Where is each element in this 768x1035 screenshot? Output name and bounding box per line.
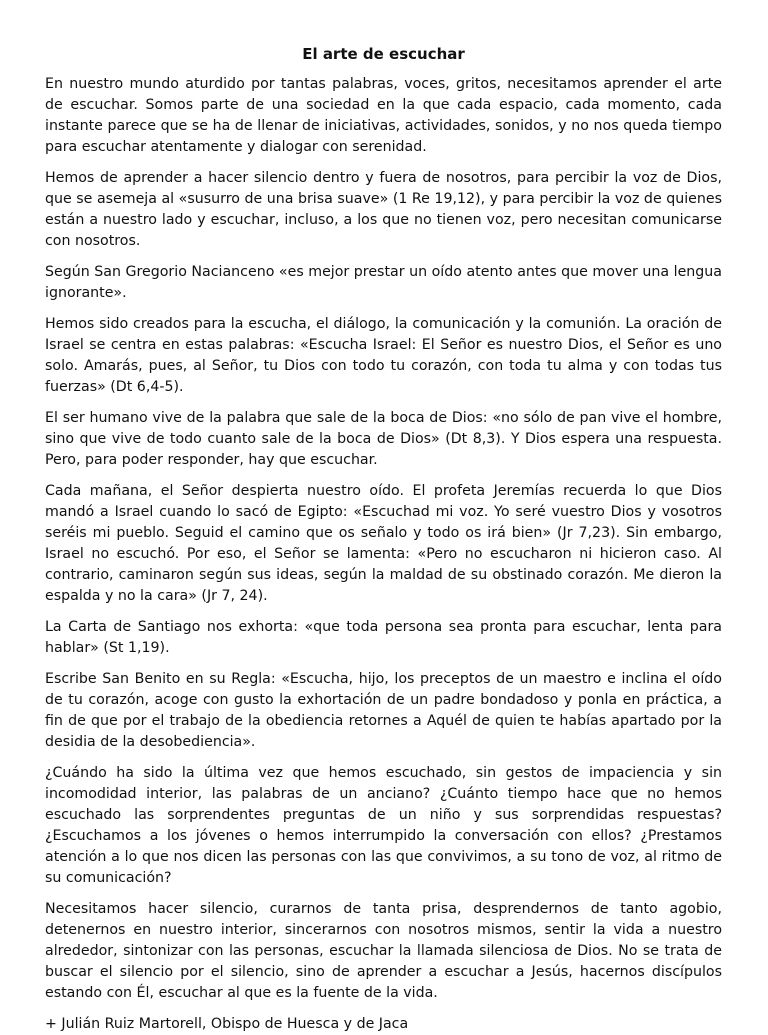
document-page [45,44,722,1035]
paragraph: En nuestro mundo aturdido por tantas palabras, voces, gritos, necesitamos aprender el arte de escuchar. Somos parte de una sociedad en la que cada espacio, cada momento, cada instante parece que se ha de llenar de iniciativas, actividades, sonidos, y no nos queda tiempo para escuchar atentamente y dialogar con serenidad. [45,76,722,155]
paragraph: Necesitamos hacer silencio, curarnos de tanta prisa, desprendernos de tanto agobio, detenernos en nuestro interior, sincerarnos con nosotros mismos, sentir la vida a nuestro alrededor, sintonizar con las personas, escuchar la llamada silenciosa de Dios. No se trata de buscar el silencio por el silencio, sino de aprender a escuchar a Jesús, hacernos discípulos estando con Él, escuchar al que es la fuente de la vida. [45,901,722,1001]
paragraph: Cada mañana, el Señor despierta nuestro oído. El profeta Jeremías recuerda lo que Dios mandó a Israel cuando lo sacó de Egipto: «Escuchad mi voz. Yo seré vuestro Dios y vosotros seréis mi pueblo. Seguid el camino que os señalo y todo os irá bien» (Jr 7,23). Sin embargo, Israel no escuchó. Por eso, el Señor se lamenta: «Pero no escucharon ni hicieron caso. Al contrario, caminaron según sus ideas, según la maldad de su obstinado corazón. Me dieron la espalda y no la cara» (Jr 7, 24). [45,483,722,604]
author-signature: + Julián Ruiz Martorell, Obispo de Huesca y de Jaca [45,1016,409,1032]
paragraph: El ser humano vive de la palabra que sale de la boca de Dios: «no sólo de pan vive el hombre, sino que vive de todo cuanto sale de la boca de Dios» (Dt 8,3). Y Dios espera una respuesta. Pero, para poder responder, hay que escuchar. [45,410,722,468]
paragraph: Según San Gregorio Nacianceno «es mejor prestar un oído atento antes que mover una lengua ignorante». [45,264,722,301]
paragraph: ¿Cuándo ha sido la última vez que hemos escuchado, sin gestos de impaciencia y sin incomodidad interior, las palabras de un anciano? ¿Cuánto tiempo hace que no hemos escuchado las sorprendentes preguntas de un niño y sus sorprendidas respuestas? ¿Escuchamos a los jóvenes o hemos interrumpido la conversación con ellos? ¿Prestamos atención a lo que nos dicen las personas con las que convivimos, a su tono de voz, al ritmo de su comunicación? [45,765,722,886]
document-title: El arte de escuchar [302,45,465,63]
paragraph: Hemos sido creados para la escucha, el diálogo, la comunicación y la comunión. La oración de Israel se centra en estas palabras: «Escucha Israel: El Señor es nuestro Dios, el Señor es uno solo. Amarás, pues, al Señor, tu Dios con todo tu corazón, con toda tu alma y con todas tus fuerzas» (Dt 6,4-5). [45,316,722,395]
paragraph: Hemos de aprender a hacer silencio dentro y fuera de nosotros, para percibir la voz de Dios, que se asemeja al «susurro de una brisa suave» (1 Re 19,12), y para percibir la voz de quienes están a nuestro lado y escuchar, incluso, a los que no tienen voz, pero necesitan comunicarse con nosotros. [45,170,722,249]
paragraph: La Carta de Santiago nos exhorta: «que toda persona sea pronta para escuchar, lenta para hablar» (St 1,19). [45,619,722,656]
paragraph: Escribe San Benito en su Regla: «Escucha, hijo, los preceptos de un maestro e inclina el oído de tu corazón, acoge con gusto la exhortación de un padre bondadoso y ponla en práctica, a fin de que por el trabajo de la obediencia retornes a Aquél de quien te habías apartado por la desidia de la desobediencia». [45,671,722,750]
